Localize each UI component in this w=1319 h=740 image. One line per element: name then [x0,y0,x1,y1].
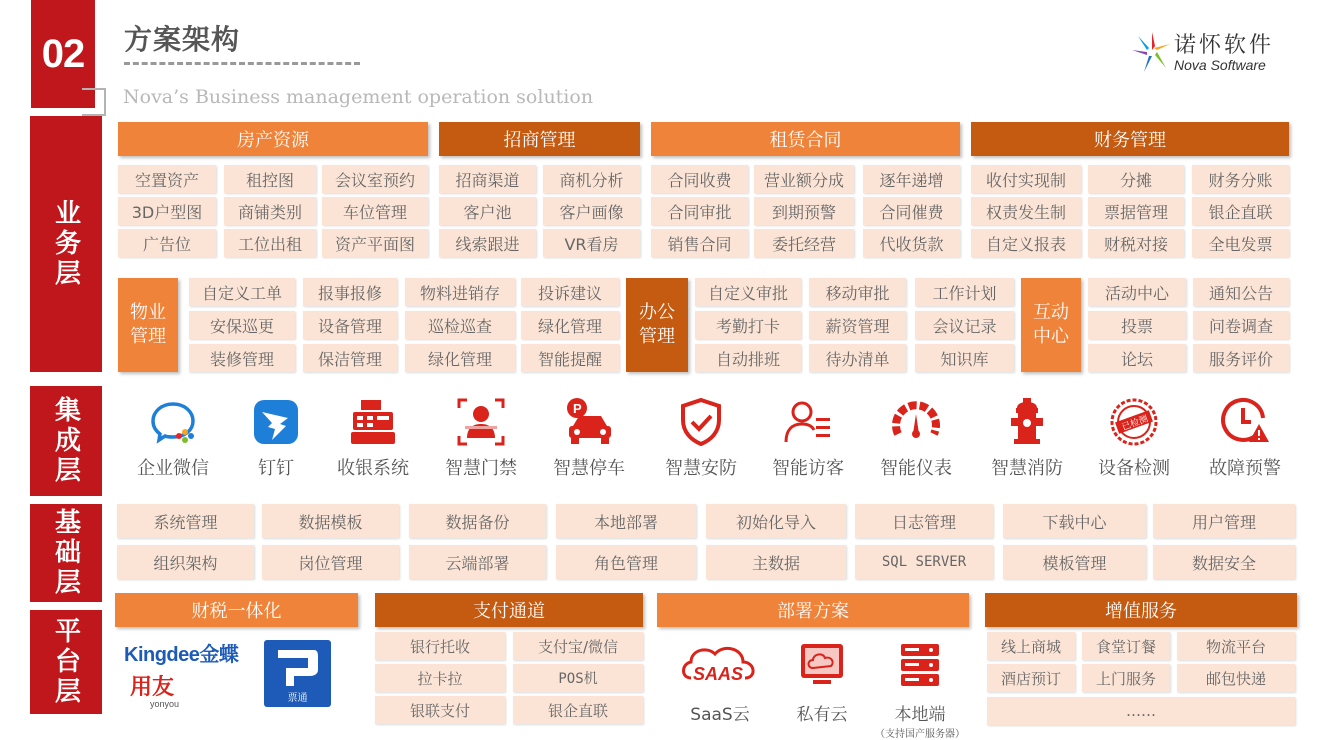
integration-fire [977,396,1077,486]
layer-label-base: 基础层 [30,504,102,602]
module-cell: 考勤打卡 [695,311,801,339]
module-cell: 通知公告 [1193,278,1289,306]
wecom-icon [147,396,199,448]
meter-gauge-icon [890,396,942,448]
module-cell: 安保巡更 [189,311,295,339]
base-cell: 日志管理 [855,504,993,538]
module-cell: 合同催费 [863,197,960,225]
office-title-line2: 管理 [639,326,675,347]
payment-cell: 拉卡拉 [375,664,505,692]
section-header-property: 房产资源 [118,122,428,156]
base-cell: 组织架构 [117,545,254,579]
layer-label-business: 业务层 [30,116,102,372]
integration-dingtalk [226,396,326,486]
module-cell: 巡检巡查 [405,311,515,339]
saas-icon [677,640,763,690]
integration-label: 设备检测 [1098,458,1170,479]
integration-inspection [1084,396,1184,486]
deploy-private-cloud [784,640,860,725]
module-cell: 票据管理 [1088,197,1184,225]
yonyou-logo [130,675,179,709]
value-cell: 邮包快递 [1177,664,1295,692]
dingtalk-icon [250,396,302,448]
base-cell: 系统管理 [117,504,254,538]
integration-fault [1195,396,1295,486]
base-cell: 角色管理 [556,545,696,579]
kingdee-logo: Kingdee金蝶 [124,644,239,666]
module-cell: 资产平面图 [322,229,428,257]
module-cell: 自动排班 [695,344,801,372]
badge-frame-decoration [82,88,106,116]
module-cell: 自定义报表 [971,229,1081,257]
module-cell: 客户画像 [543,197,640,225]
module-cell: 物料进销存 [405,278,515,306]
logo-english-name: Nova Software [1174,57,1266,73]
module-cell: 知识库 [915,344,1014,372]
base-cell: 用户管理 [1153,504,1295,538]
svg-text:SAAS: SAAS [693,664,744,684]
section-header-lease: 租赁合同 [651,122,960,156]
interact-title-line2: 中心 [1033,326,1069,347]
value-cell: 上门服务 [1082,664,1170,692]
base-cell: 初始化导入 [706,504,846,538]
private-cloud-icon [797,640,847,690]
deploy-label: 私有云 [796,705,848,725]
section-header-tax: 财税一体化 [115,593,358,627]
parking-icon [563,396,615,448]
deploy-local [870,640,970,740]
layer-label-platform: 平台层 [30,610,102,714]
base-cell: 本地部署 [556,504,696,538]
base-cell: SQL SERVER [855,545,993,579]
module-cell: 移动审批 [809,278,906,306]
module-cell: 报事报修 [303,278,397,306]
deploy-label: SaaS云 [690,705,750,725]
module-cell: 投诉建议 [521,278,619,306]
module-cell: 装修管理 [189,344,295,372]
module-cell: 到期预警 [754,197,854,225]
integration-label: 收银系统 [337,458,409,479]
module-cell: 财税对接 [1088,229,1184,257]
piaotong-label: 票通 [287,693,308,704]
integration-label: 智慧消防 [991,458,1063,479]
module-cell: 商铺类别 [224,197,316,225]
estate-title-line2: 管理 [130,326,166,347]
module-cell: 薪资管理 [809,311,906,339]
module-cell: VR看房 [543,229,640,257]
module-cell: 营业额分成 [754,165,854,193]
integration-label: 智能访客 [772,458,844,479]
value-more-cell: …… [987,697,1295,725]
section-header-payment: 支付通道 [375,593,643,627]
module-cell: 工位出租 [224,229,316,257]
module-cell: 会议室预约 [322,165,428,193]
module-cell: 待办清单 [809,344,906,372]
integration-label: 智慧门禁 [445,458,517,479]
section-header-office [626,278,688,372]
page-title: 方案架构 [124,23,241,56]
module-cell: 保洁管理 [303,344,397,372]
integration-parking [539,396,639,486]
value-cell: 线上商城 [987,632,1075,660]
deploy-label: 本地端 [894,705,946,725]
module-cell: 投票 [1088,311,1186,339]
module-cell: 工作计划 [915,278,1014,306]
value-cell: 食堂订餐 [1082,632,1170,660]
module-cell: 服务评价 [1193,344,1289,372]
module-cell: 线索跟进 [439,229,536,257]
module-cell: 招商渠道 [439,165,536,193]
module-cell: 绿化管理 [521,311,619,339]
base-cell: 云端部署 [409,545,546,579]
yonyou-logo-en: yonyou [150,699,180,709]
module-cell: 合同审批 [651,197,748,225]
integration-cashier [323,396,423,486]
value-cell: 物流平台 [1177,632,1295,660]
module-cell: 3D户型图 [118,197,216,225]
module-cell: 智能提醒 [521,344,619,372]
section-header-estate [118,278,178,372]
nova-star-icon [1130,28,1174,76]
integration-wecom [123,396,223,486]
section-header-interact [1021,278,1081,372]
integration-access [431,396,531,486]
integration-meter [866,396,966,486]
section-header-value: 增值服务 [985,593,1297,627]
module-cell: 全电发票 [1192,229,1289,257]
piaotong-logo [264,640,331,707]
payment-cell: 银行托收 [375,632,505,660]
module-cell: 权责发生制 [971,197,1081,225]
integration-security [651,396,751,486]
base-cell: 下载中心 [1003,504,1146,538]
inspected-stamp-text: 已检测 [1120,414,1150,434]
module-cell: 收付实现制 [971,165,1081,193]
page-subtitle: Nova’s Business management operation solution [123,86,594,108]
module-cell: 商机分析 [543,165,640,193]
estate-title-line1: 物业 [130,302,166,323]
integration-label: 企业微信 [137,458,209,479]
module-cell: 活动中心 [1088,278,1186,306]
integration-label: 故障预警 [1209,458,1281,479]
fire-hydrant-icon [1001,396,1053,448]
module-cell: 自定义审批 [695,278,801,306]
office-title-line1: 办公 [639,302,675,323]
module-cell: 空置资产 [118,165,216,193]
module-cell: 车位管理 [322,197,428,225]
svg-text:P: P [573,401,582,416]
section-number-badge: 02 [31,0,95,108]
section-header-deploy: 部署方案 [657,593,969,627]
integration-label: 智能仪表 [880,458,952,479]
deploy-saas [672,640,768,725]
access-control-icon [455,396,507,448]
module-cell: 绿化管理 [405,344,515,372]
module-cell: 论坛 [1088,344,1186,372]
fault-warning-icon [1219,396,1271,448]
interact-title-line1: 互动 [1033,302,1069,323]
payment-cell: 银联支付 [375,696,505,724]
company-logo [1130,26,1290,78]
base-cell: 主数据 [706,545,846,579]
payment-cell: POS机 [513,664,643,692]
logo-chinese-name: 诺怀软件 [1174,33,1275,58]
server-icon [897,640,943,690]
module-cell: 设备管理 [303,311,397,339]
title-underline [124,62,360,65]
section-header-finance: 财务管理 [971,122,1289,156]
module-cell: 广告位 [118,229,216,257]
yonyou-logo-cn: 用友 [130,674,175,699]
module-cell: 销售合同 [651,229,748,257]
module-cell: 银企直联 [1192,197,1289,225]
module-cell: 财务分账 [1192,165,1289,193]
deploy-note: （支持国产服务器） [875,729,965,740]
module-cell: 代收货款 [863,229,960,257]
module-cell: 分摊 [1088,165,1184,193]
payment-cell: 银企直联 [513,696,643,724]
base-cell: 岗位管理 [262,545,399,579]
integration-label: 智慧安防 [665,458,737,479]
module-cell: 租控图 [224,165,316,193]
module-cell: 委托经营 [754,229,854,257]
piaotong-mark-icon [264,640,331,694]
base-cell: 模板管理 [1003,545,1146,579]
module-cell: 合同收费 [651,165,748,193]
base-cell: 数据备份 [409,504,546,538]
layer-label-integration: 集成层 [30,386,102,496]
payment-cell: 支付宝/微信 [513,632,643,660]
integration-label: 智慧停车 [553,458,625,479]
cashier-icon [347,396,399,448]
module-cell: 问卷调查 [1193,311,1289,339]
integration-visitor [758,396,858,486]
section-header-investment: 招商管理 [439,122,640,156]
module-cell: 会议记录 [915,311,1014,339]
integration-label: 钉钉 [258,458,294,479]
module-cell: 客户池 [439,197,536,225]
module-cell: 自定义工单 [189,278,295,306]
security-shield-icon [675,396,727,448]
base-cell: 数据模板 [262,504,399,538]
value-cell: 酒店预订 [987,664,1075,692]
base-cell: 数据安全 [1153,545,1295,579]
visitor-icon [782,396,834,448]
inspected-stamp-icon [1108,396,1160,448]
module-cell: 逐年递增 [863,165,960,193]
